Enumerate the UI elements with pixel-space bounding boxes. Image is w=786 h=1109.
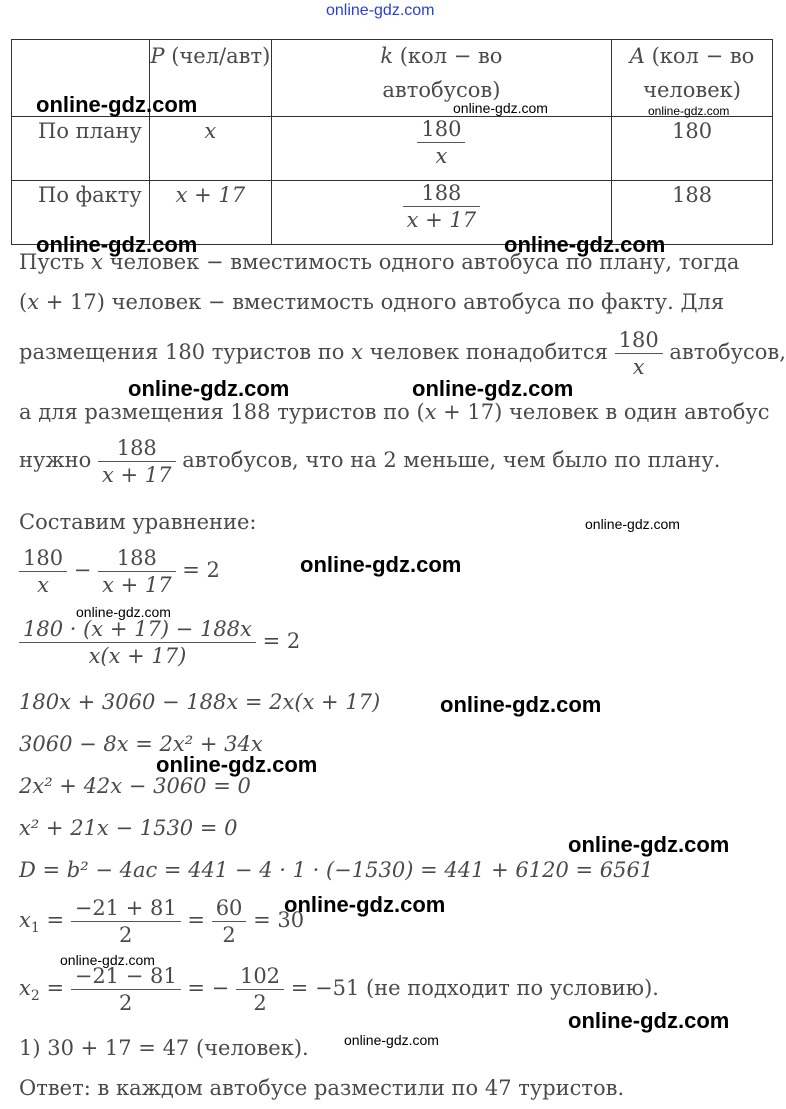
equation-4: 3060 − 8x = 2x² + 34x	[19, 732, 263, 756]
watermark: online-gdz.com	[440, 692, 602, 717]
header-cell-k: k (кол − во автобусов)	[271, 40, 611, 117]
row-p: x	[149, 117, 271, 181]
watermark: online-gdz.com	[585, 516, 680, 532]
watermark: online-gdz.com	[76, 604, 171, 620]
equation-6: x² + 21x − 1530 = 0	[19, 816, 238, 840]
paragraph-line-5: нужно $\frac{188}{x + 17}$ автобусов, что на 2 меньше, чем было по плану.	[19, 436, 721, 487]
site-watermark-top: online-gdz.com	[326, 2, 435, 19]
discriminant: D = b² − 4ac = 441 − 4 · 1 · (−1530) = 441 + 6120 = 6561	[19, 858, 654, 882]
root-x2: $x_2$ = $\frac{-21 - 81}{2}$ = − $\frac{102}{2}$ = −51 (не подходит по условию).	[19, 964, 659, 1015]
equation-intro: Составим уравнение:	[19, 510, 257, 534]
watermark: online-gdz.com	[156, 752, 318, 777]
equation-3: 180x + 3060 − 188x = 2x(x + 17)	[19, 690, 381, 714]
watermark: online-gdz.com	[504, 232, 666, 257]
watermark: online-gdz.com	[412, 376, 574, 401]
row-k: $\frac{180}{x}$	[271, 117, 611, 181]
equation-1: $\frac{180}{x}$ − $\frac{188}{x + 17}$ = 2	[19, 546, 220, 597]
watermark: online-gdz.com	[453, 100, 548, 116]
paragraph-line-3: размещения 180 туристов по x человек понадобится $\frac{180}{x}$ автобусов,	[19, 328, 786, 379]
answer: Ответ: в каждом автобусе разместили по 47 туристов.	[19, 1076, 625, 1100]
watermark: online-gdz.com	[344, 1032, 439, 1048]
watermark: online-gdz.com	[36, 232, 198, 257]
row-a: 180	[612, 117, 773, 181]
watermark: online-gdz.com	[568, 1008, 730, 1033]
row-label: По факту	[12, 181, 150, 245]
paragraph-line-1: Пусть x человек − вместимость одного автобуса по плану, тогда	[19, 250, 740, 274]
paragraph-line-2: (x + 17) человек − вместимость одного автобуса по факту. Для	[19, 290, 725, 314]
row-p: x + 17	[149, 181, 271, 245]
step-1: 1) 30 + 17 = 47 (человек).	[19, 1036, 309, 1060]
watermark: online-gdz.com	[60, 952, 155, 968]
watermark: online-gdz.com	[36, 92, 198, 117]
row-label: По плану	[12, 117, 150, 181]
watermark: online-gdz.com	[300, 552, 462, 577]
watermark: online-gdz.com	[128, 376, 290, 401]
watermark: online-gdz.com	[568, 832, 730, 857]
data-table	[11, 39, 773, 245]
header-cell-p: P (чел/авт)	[149, 40, 271, 117]
row-k: $\frac{188}{x + 17}$	[271, 181, 611, 245]
equation-2: $\frac{180 \cdot (x + 17) - 188x}{x(x + 17)}$ = 2	[19, 617, 300, 668]
header-cell-a: A (кол − во человек)	[612, 40, 773, 117]
watermark: online-gdz.com	[284, 892, 446, 917]
root-x1: $x_1$ = $\frac{-21 + 81}{2}$ = $\frac{60}{2}$ = 30	[19, 896, 305, 947]
row-a: 188	[612, 181, 773, 245]
equation-5: 2x² + 42x − 3060 = 0	[19, 774, 251, 798]
watermark: online-gdz.com	[648, 104, 730, 118]
table-row	[12, 117, 773, 181]
paragraph-line-4: а для размещения 188 туристов по (x + 17) человек в один автобус	[19, 400, 770, 424]
